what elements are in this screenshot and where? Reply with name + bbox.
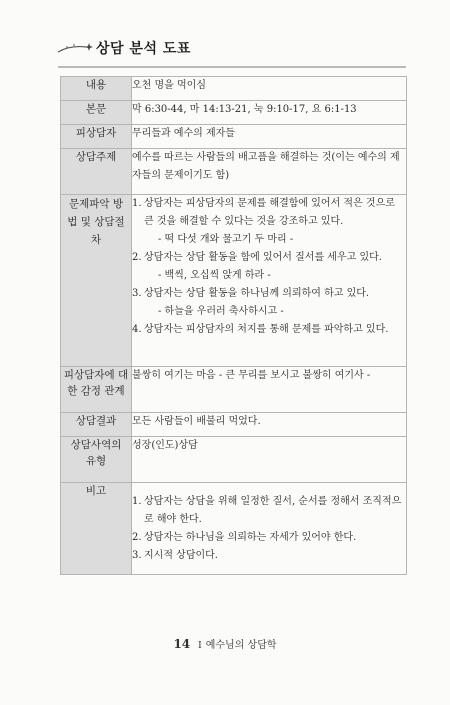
row-label — [61, 195, 132, 367]
row-value — [132, 483, 407, 575]
item-number: 2. — [132, 532, 142, 543]
item-number: 2. — [132, 252, 142, 263]
row-label-text: 피상담자에 대한 감정 관계 — [63, 369, 129, 397]
item-number: 4. — [132, 324, 142, 335]
item-note: - 하늘을 우러러 축사하시고 - — [158, 306, 284, 317]
list-item — [132, 195, 406, 249]
page-footer — [0, 636, 450, 651]
row-label: 상담결과 — [61, 413, 132, 437]
remarks-list — [132, 493, 406, 565]
row-value: 성장(인도)상담 — [132, 437, 407, 483]
table-row — [61, 437, 407, 483]
procedure-list — [132, 195, 406, 339]
row-value: 막 6:30-44, 마 14:13-21, 눅 9:10-17, 요 6:1-13 — [132, 101, 407, 125]
item-number: 1. — [132, 496, 142, 507]
row-value: 불쌍히 여기는 마음 - 큰 무리를 보시고 불쌍히 여기사 - — [132, 367, 407, 413]
row-label: 본문 — [61, 101, 132, 125]
sparkle-icon — [56, 41, 94, 55]
row-value: 예수를 따르는 사람들의 배고픔을 해결하는 것(이는 예수의 제자들의 문제이기도 함) — [132, 149, 407, 195]
table-row — [61, 413, 407, 437]
item-text: 상담자는 하나님을 의뢰하는 자세가 있어야 한다. — [144, 532, 357, 543]
item-number: 1. — [132, 198, 142, 209]
analysis-table — [60, 76, 407, 575]
item-text: 상담자는 피상담자의 문제를 해결함에 있어서 적은 것으로 큰 것을 해결할 수 있다는 것을 강조하고 있다. — [144, 198, 395, 227]
table-row — [61, 125, 407, 149]
item-text: 지시적 상담이다. — [144, 550, 218, 561]
list-item — [132, 493, 406, 529]
row-label: 내용 — [61, 77, 132, 101]
list-item — [132, 529, 406, 547]
page-number: 14 — [173, 637, 191, 651]
item-note: - 떡 다섯 개와 물고기 두 마리 - — [158, 234, 294, 245]
row-value — [132, 195, 407, 367]
row-label: 상담주제 — [61, 149, 132, 195]
book-title: 예수님의 상담학 — [205, 640, 277, 651]
item-text: 상담자는 상담 활동을 함에 있어서 질서를 세우고 있다. — [144, 252, 382, 263]
table-row — [61, 101, 407, 125]
footer-separator: I — [198, 641, 202, 651]
list-item — [132, 321, 406, 339]
table-row — [61, 195, 407, 367]
row-label-text: 문제파악 방법 및 상담절차 — [67, 198, 125, 246]
row-label: 피상담자 — [61, 125, 132, 149]
row-label: 비고 — [61, 483, 132, 575]
item-text: 상담자는 피상담자의 처지를 통해 문제를 파악하고 있다. — [144, 324, 389, 335]
row-value: 무리들과 예수의 제자들 — [132, 125, 407, 149]
list-item — [132, 547, 406, 565]
page-title: 상담 분석 도표 — [96, 41, 191, 57]
table-row — [61, 367, 407, 413]
table-row — [61, 483, 407, 575]
row-label — [61, 437, 132, 483]
item-note: - 백씩, 오십씩 앉게 하라 - — [158, 270, 271, 281]
item-number: 3. — [132, 550, 142, 561]
item-number: 3. — [132, 288, 142, 299]
list-item — [132, 285, 406, 321]
table-row — [61, 149, 407, 195]
heading-underline — [58, 66, 406, 68]
row-label-text: 상담사역의 유형 — [70, 439, 122, 467]
item-text: 상담자는 상담 활동을 하나님께 의뢰하여 하고 있다. — [144, 288, 370, 299]
item-text: 상담자는 상담을 위해 일정한 질서, 순서를 정해서 조직적으로 해야 한다. — [144, 496, 402, 525]
section-heading — [56, 38, 191, 58]
table-row — [61, 77, 407, 101]
list-item — [132, 249, 406, 285]
row-value: 오천 명을 먹이심 — [132, 77, 407, 101]
row-label — [61, 367, 132, 413]
row-value: 모든 사람들이 배불리 먹었다. — [132, 413, 407, 437]
